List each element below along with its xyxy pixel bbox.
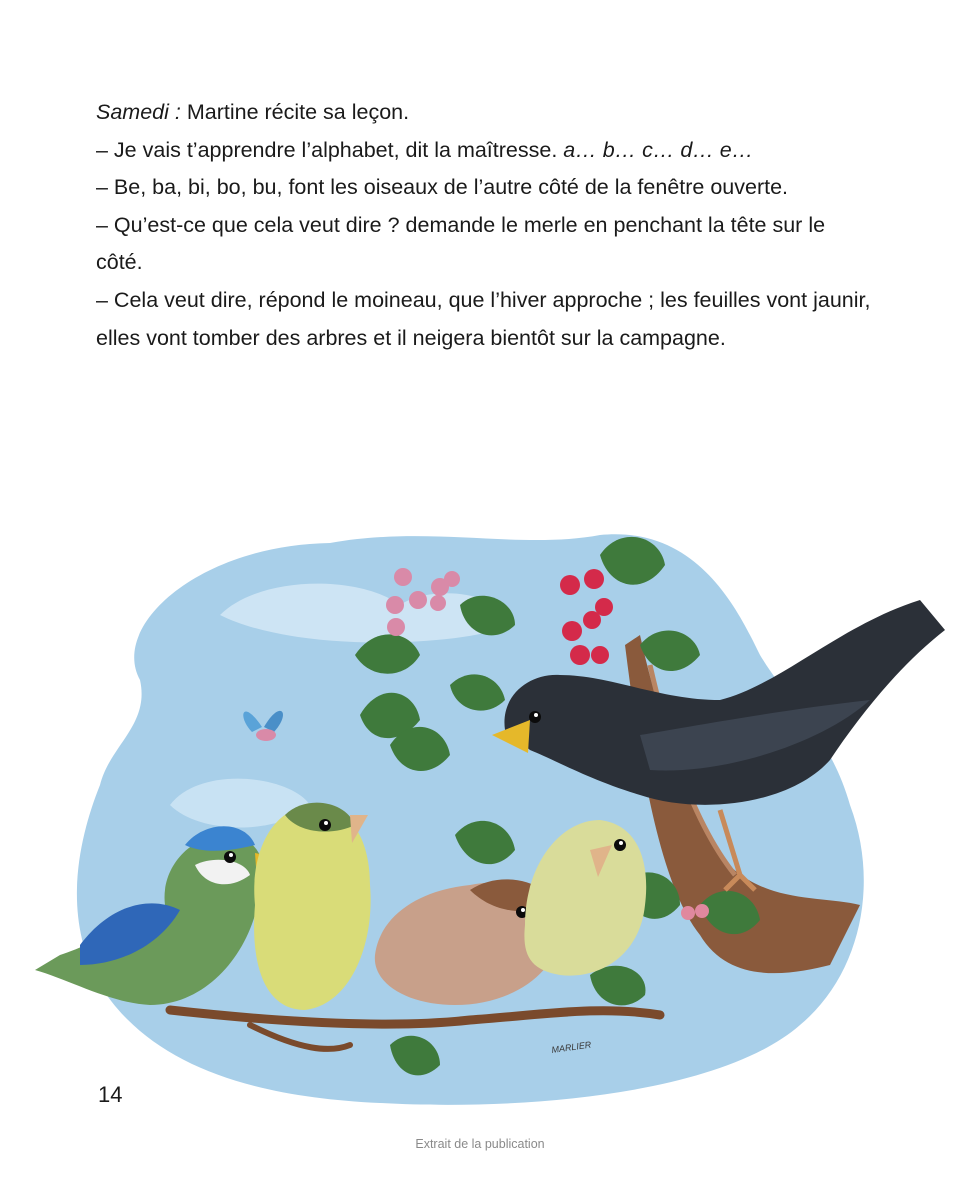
alphabet-letters: a… b… c… d… e… — [563, 137, 754, 162]
birds-illustration — [0, 505, 960, 1115]
story-text — [96, 94, 876, 357]
page-number: 14 — [98, 1082, 123, 1107]
paragraph-2-start: – Je vais t’apprendre l’alphabet, dit la maîtresse. — [96, 137, 564, 162]
paragraph-1-rest: Martine récite sa leçon. — [180, 100, 410, 124]
paragraph-4: – Qu’est-ce que cela veut dire ? demande le merle en penchant la tête sur le côté. — [96, 212, 826, 275]
paragraph-5: – Cela veut dire, répond le moineau, que l’hiver approche ; les feuilles vont jaunir, elles vont tomber des arbres et il neigera bientôt sur la campagne. — [96, 287, 871, 350]
day-label: Samedi : — [96, 100, 181, 124]
artist-signature: MARLIER — [550, 1039, 592, 1055]
paragraph-1 — [96, 94, 876, 132]
paragraph-2 — [96, 132, 876, 170]
footer-note: Extrait de la publication — [415, 1137, 545, 1151]
paragraph-3: – Be, ba, bi, bo, bu, font les oiseaux de l’autre côté de la fenêtre ouverte. — [96, 175, 789, 200]
